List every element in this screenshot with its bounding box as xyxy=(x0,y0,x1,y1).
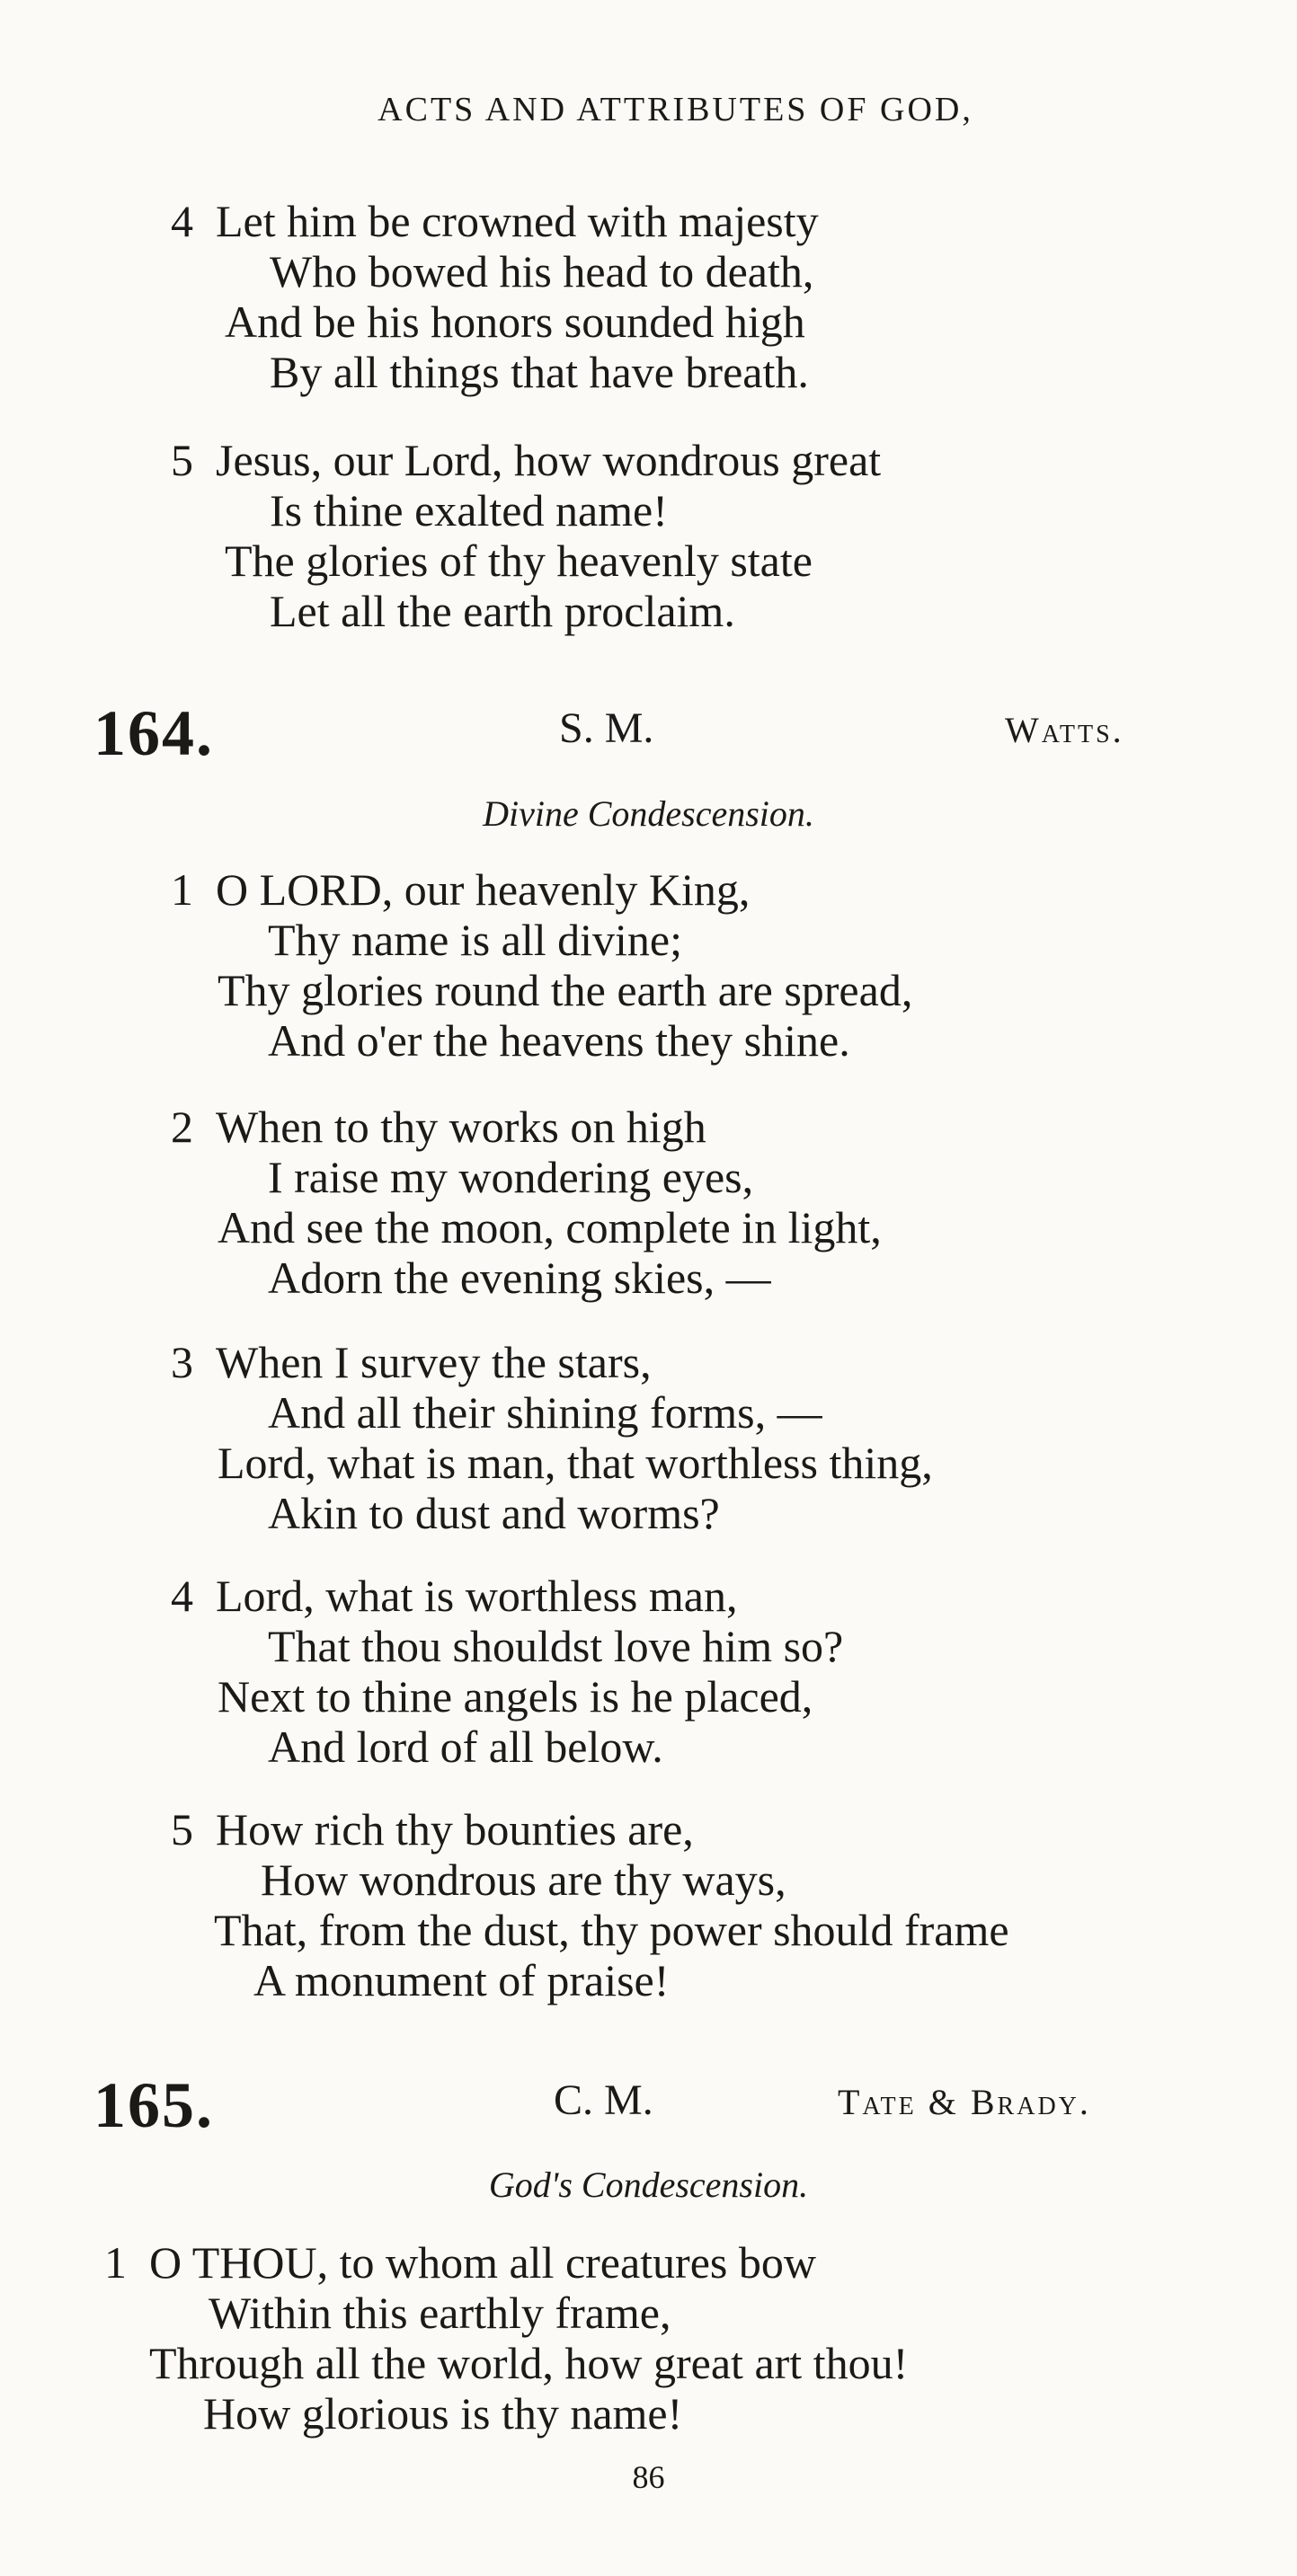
stanza-number: 5 xyxy=(171,1804,193,1855)
verse-line: Let him be crowned with majesty xyxy=(216,196,819,246)
verse-line: Lord, what is worthless man, xyxy=(216,1571,738,1621)
stanza xyxy=(171,196,819,397)
stanza-number: 1 xyxy=(171,864,193,915)
hymn-subtitle: Divine Condescension. xyxy=(483,793,814,834)
stanza xyxy=(171,1571,843,1772)
hymn-number: 165. xyxy=(93,2069,214,2141)
verse-line: And all their shining forms, — xyxy=(268,1387,822,1438)
stanza-number: 1 xyxy=(104,2237,127,2288)
verse-line: That thou shouldst love him so? xyxy=(268,1621,844,1671)
hymn-number: 164. xyxy=(93,697,214,769)
verse-line: When I survey the stars, xyxy=(216,1337,652,1387)
stanza-number: 4 xyxy=(171,1571,193,1621)
verse-line: How rich thy bounties are, xyxy=(216,1804,694,1855)
hymn-heading xyxy=(0,696,1297,768)
verse-line: When to thy works on high xyxy=(216,1102,706,1152)
verse-line: Jesus, our Lord, how wondrous great xyxy=(216,435,882,485)
stanza xyxy=(171,1102,882,1303)
hymn-meter: S. M. xyxy=(559,704,654,752)
verse-line: Through all the world, how great art thou! xyxy=(149,2338,909,2388)
verse-line: That, from the dust, thy power should frame xyxy=(214,1905,1009,1955)
stanza xyxy=(104,2237,908,2439)
verse-line: Who bowed his head to death, xyxy=(270,246,814,297)
hymn-meter: C. M. xyxy=(554,2076,653,2124)
verse-line: And o'er the heavens they shine. xyxy=(268,1015,850,1066)
running-header: ACTS AND ATTRIBUTES OF GOD, xyxy=(378,91,973,128)
stanza xyxy=(171,864,912,1066)
verse-line: A monument of praise! xyxy=(253,1955,670,2005)
page-number: 86 xyxy=(632,2459,665,2495)
hymn-subtitle: God's Condescension. xyxy=(488,2164,809,2205)
verse-line: Next to thine angels is he placed, xyxy=(218,1671,813,1722)
stanza-number: 5 xyxy=(171,435,193,485)
verse-line: Adorn the evening skies, — xyxy=(268,1253,771,1303)
verse-line: How wondrous are thy ways, xyxy=(261,1855,786,1905)
stanza-number: 2 xyxy=(171,1102,193,1152)
verse-line: I raise my wondering eyes, xyxy=(268,1152,754,1202)
hymn-author: Watts. xyxy=(1005,710,1124,750)
verse-line: By all things that have breath. xyxy=(270,347,809,397)
verse-line: How glorious is thy name! xyxy=(203,2388,683,2439)
verse-line: Is thine exalted name! xyxy=(270,485,668,536)
stanza xyxy=(171,1337,933,1538)
stanza xyxy=(171,1804,1009,2005)
stanza-number: 4 xyxy=(171,196,193,246)
verse-line: O LORD, our heavenly King, xyxy=(216,864,751,915)
verse-line: And lord of all below. xyxy=(268,1722,663,1772)
verse-line: Akin to dust and worms? xyxy=(268,1488,720,1538)
hymn-author: Tate & Brady. xyxy=(838,2082,1091,2122)
verse-line: Thy name is all divine; xyxy=(268,915,683,965)
stanza xyxy=(171,435,881,636)
verse-line: And be his honors sounded high xyxy=(225,297,805,347)
hymn-heading xyxy=(0,2068,1297,2140)
verse-line: And see the moon, complete in light, xyxy=(218,1202,882,1253)
verse-line: Within this earthly frame, xyxy=(209,2288,671,2338)
verse-line: O THOU, to whom all creatures bow xyxy=(149,2237,816,2288)
verse-line: The glories of thy heavenly state xyxy=(225,536,813,586)
verse-line: Let all the earth proclaim. xyxy=(270,586,735,636)
stanza-number: 3 xyxy=(171,1337,193,1387)
verse-line: Lord, what is man, that worthless thing, xyxy=(218,1438,933,1488)
verse-line: Thy glories round the earth are spread, xyxy=(218,965,913,1015)
